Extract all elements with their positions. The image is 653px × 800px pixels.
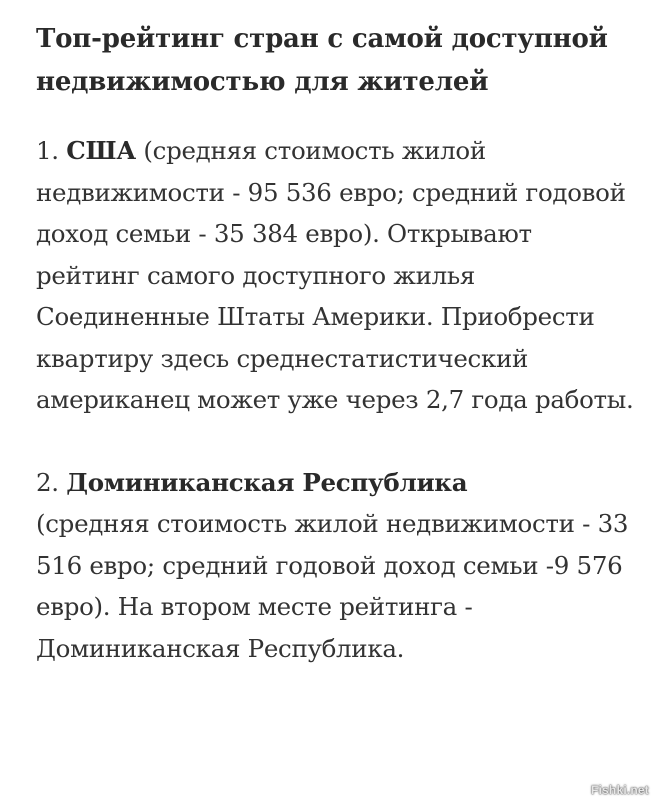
entry-description: (средняя стоимость жилой недвижимости - 33 516 евро; средний годовой доход семьи -9 576 евро). На втором месте рейтинга - Доминиканская Республика.	[36, 509, 629, 663]
article	[36, 18, 636, 669]
ranking-entry-usa	[36, 130, 636, 421]
fishki-watermark: Fishki.net	[590, 783, 649, 797]
entry-country: Доминиканская Республика	[66, 467, 468, 497]
entry-country: США	[66, 136, 136, 165]
ranking-entry-dominican-republic	[36, 462, 636, 670]
entry-rank: 1.	[36, 136, 59, 165]
article-headline: Топ-рейтинг стран с самой доступной недвижимостью для жителей	[36, 24, 608, 97]
entry-rank: 2.	[36, 467, 59, 497]
entry-description: (средняя стоимость жилой недвижимости - 95 536 евро; средний годовой доход семьи - 35 384 евро). Открывают рейтинг самого доступного жилья Соединенные Штаты Америки. Приобрести квартиру здесь среднестатистический американец может уже через 2,7 года работы.	[36, 136, 634, 414]
